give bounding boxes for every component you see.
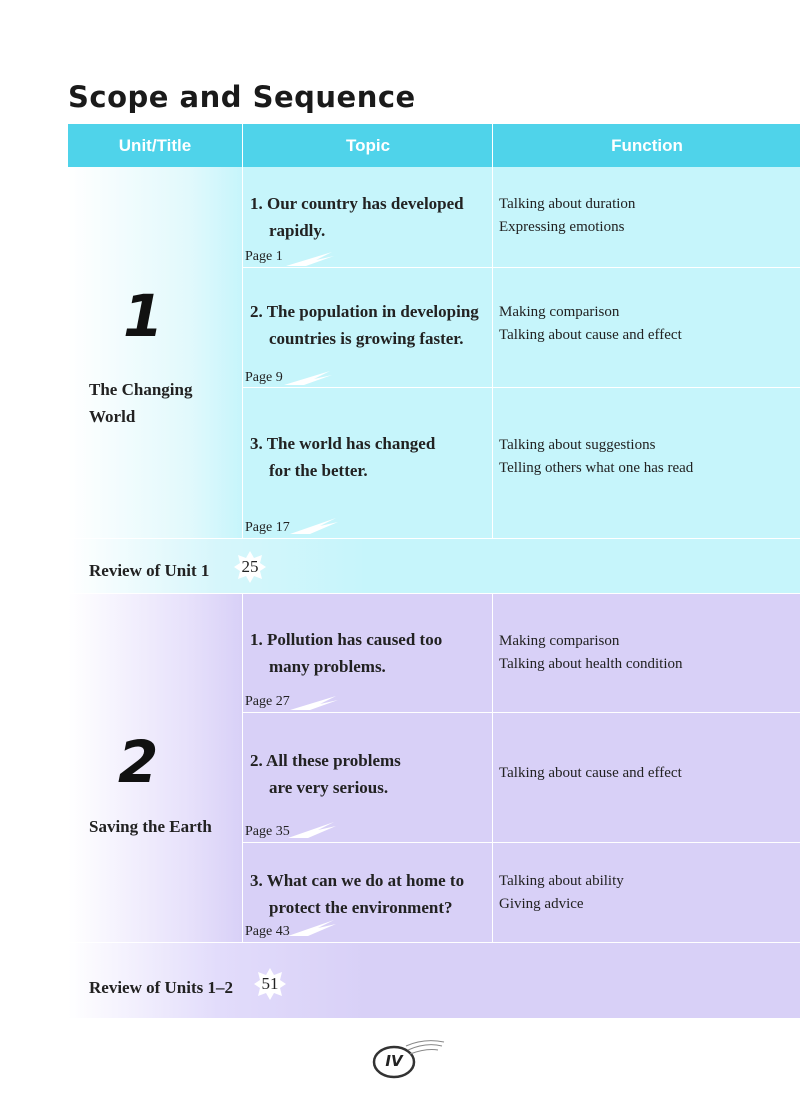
topic-line: many problems. bbox=[269, 657, 386, 676]
function-item: Expressing emotions bbox=[499, 219, 625, 235]
divider bbox=[242, 167, 243, 538]
topic-line: 1. Pollution has caused too bbox=[250, 630, 443, 649]
review-2-page: 51 bbox=[261, 974, 279, 993]
topic-line: 3. What can we do at home to bbox=[250, 871, 465, 890]
swoosh-decoration bbox=[288, 914, 338, 938]
topic-line: 3. The world has changed bbox=[250, 434, 436, 453]
review-1-page-badge bbox=[233, 550, 267, 584]
unit-2-topic-3-functions bbox=[499, 870, 624, 916]
divider bbox=[242, 842, 800, 843]
unit-2-title: Saving the Earth bbox=[89, 817, 212, 836]
unit-1-topic-3 bbox=[250, 430, 435, 484]
unit-2-topic-1 bbox=[250, 626, 442, 680]
page-ref: Page 17 bbox=[245, 520, 290, 535]
swoosh-decoration bbox=[290, 512, 340, 536]
header-topic: Topic bbox=[242, 124, 493, 167]
divider bbox=[492, 593, 493, 942]
swoosh-decoration bbox=[284, 365, 334, 387]
page-ref: Page 27 bbox=[245, 694, 290, 709]
unit-1-topic-1-functions bbox=[499, 193, 635, 239]
divider bbox=[68, 538, 800, 539]
topic-line: 2. All these problems bbox=[250, 751, 401, 770]
function-item: Giving advice bbox=[499, 896, 584, 912]
topic-line: 1. Our country has developed bbox=[250, 194, 464, 213]
unit-1-title-line1: The Changing bbox=[89, 380, 193, 399]
divider bbox=[68, 593, 800, 594]
unit-1-topic-3-functions bbox=[499, 434, 693, 480]
function-item: Telling others what one has read bbox=[499, 460, 694, 476]
function-item: Talking about cause and effect bbox=[499, 327, 682, 343]
page-ref: Page 35 bbox=[245, 824, 290, 839]
footer-page-badge bbox=[366, 1036, 446, 1084]
topic-line: rapidly. bbox=[269, 221, 326, 240]
swoosh-decoration bbox=[288, 816, 338, 840]
page-title: Scope and Sequence bbox=[68, 80, 416, 114]
swoosh-decoration bbox=[286, 246, 336, 268]
unit-2-topic-2 bbox=[250, 747, 401, 801]
unit-2-number: 2 bbox=[118, 728, 159, 796]
function-item: Making comparison bbox=[499, 633, 620, 649]
unit-1-topic-2 bbox=[250, 298, 479, 352]
header-function: Function bbox=[492, 124, 800, 167]
unit-2-topic-2-functions bbox=[499, 762, 682, 785]
function-item: Making comparison bbox=[499, 304, 620, 320]
function-item: Talking about cause and effect bbox=[499, 765, 682, 781]
function-item: Talking about ability bbox=[499, 873, 624, 889]
divider bbox=[242, 593, 243, 942]
swoosh-decoration bbox=[290, 690, 340, 712]
unit-1-title bbox=[89, 376, 192, 430]
function-item: Talking about duration bbox=[499, 196, 636, 212]
unit-1-topic-1 bbox=[250, 190, 464, 244]
topic-line: countries is growing faster. bbox=[269, 329, 464, 348]
page-ref: Page 1 bbox=[245, 249, 283, 264]
table-header bbox=[68, 124, 800, 167]
function-item: Talking about suggestions bbox=[499, 437, 656, 453]
divider bbox=[242, 387, 800, 388]
review-1-label: Review of Unit 1 bbox=[89, 561, 210, 580]
topic-line: for the better. bbox=[269, 461, 368, 480]
footer-page-number: IV bbox=[385, 1052, 403, 1070]
page-ref: Page 9 bbox=[245, 370, 283, 385]
divider bbox=[242, 712, 800, 713]
header-unit-title: Unit/Title bbox=[118, 136, 192, 155]
function-item: Talking about health condition bbox=[499, 656, 683, 672]
review-2-page-badge bbox=[253, 967, 287, 1001]
unit-1-topic-2-functions bbox=[499, 301, 682, 347]
topic-line: are very serious. bbox=[269, 778, 389, 797]
unit-2-topic-3 bbox=[250, 867, 464, 921]
unit-2-topic-1-functions bbox=[499, 630, 683, 676]
divider bbox=[68, 942, 800, 943]
unit-1-number: 1 bbox=[123, 282, 164, 350]
review-2-label: Review of Units 1–2 bbox=[89, 978, 234, 997]
unit-1-title-line2: World bbox=[89, 407, 136, 426]
topic-line: protect the environment? bbox=[269, 898, 453, 917]
divider bbox=[492, 167, 493, 538]
page-ref: Page 43 bbox=[245, 924, 290, 939]
topic-line: 2. The population in developing bbox=[250, 302, 479, 321]
review-1-page: 25 bbox=[241, 557, 259, 576]
